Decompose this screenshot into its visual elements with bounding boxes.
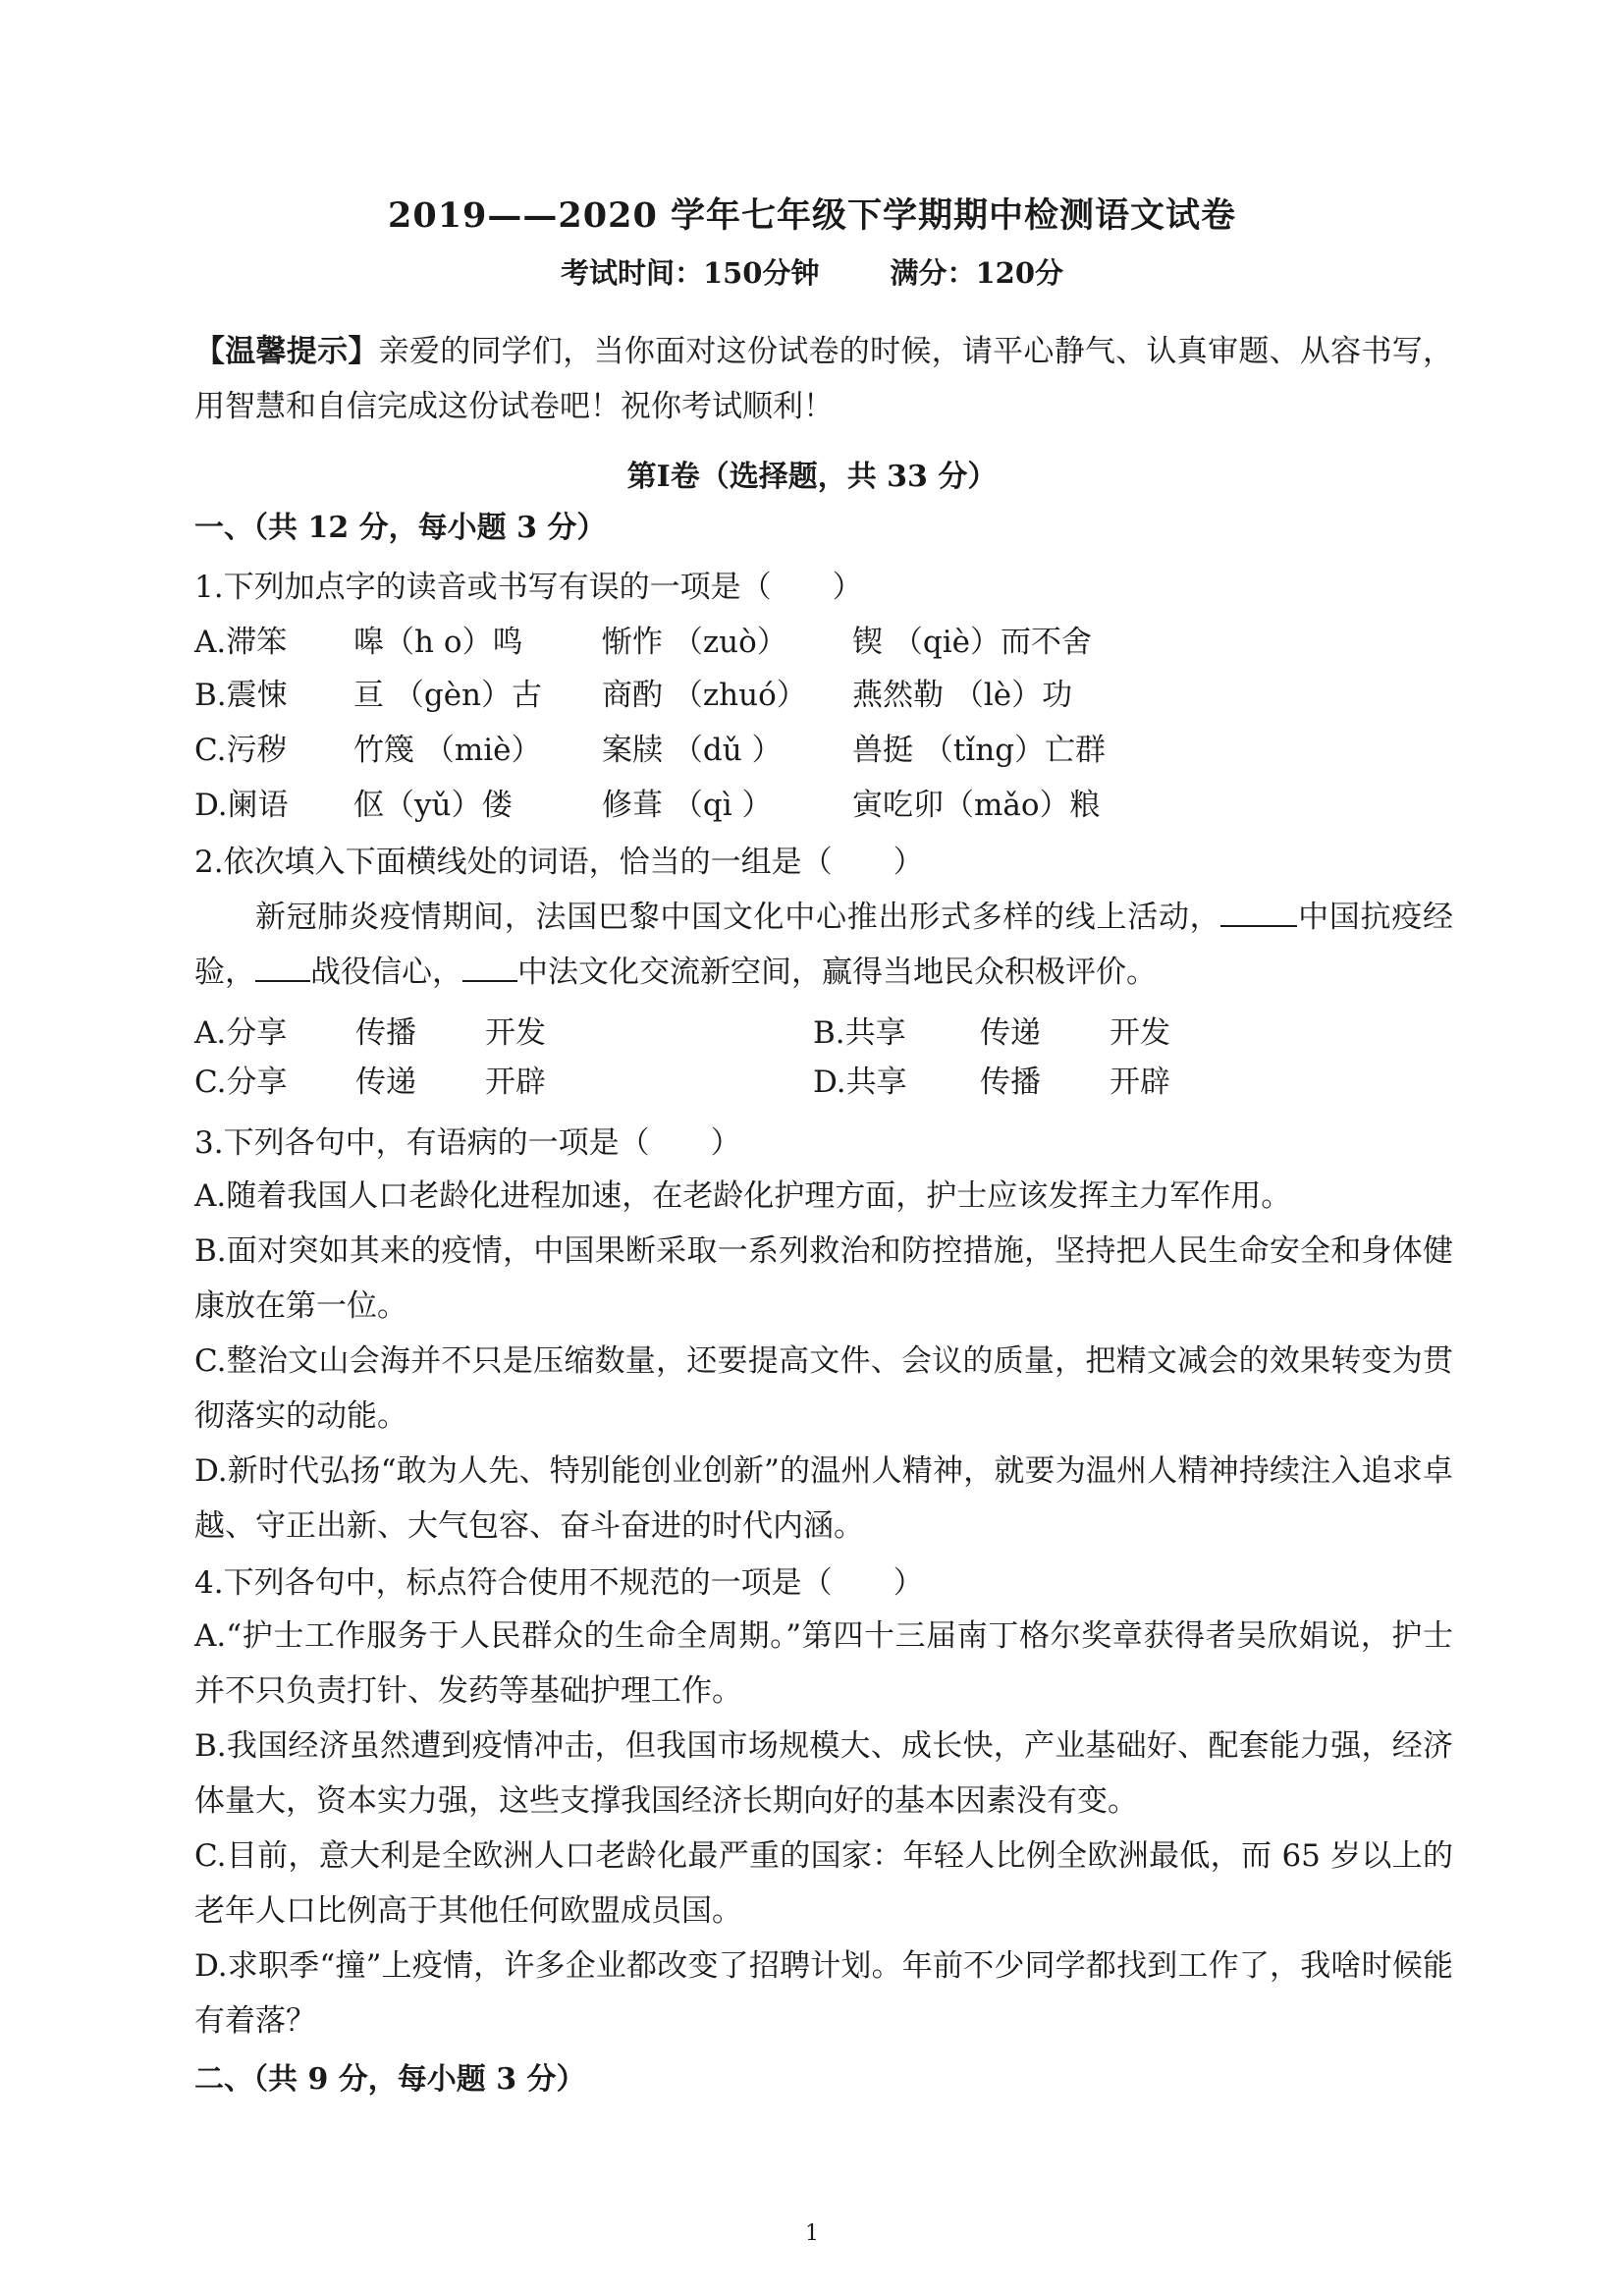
exam-score: 满分：120分 <box>890 256 1064 290</box>
q1-d-4: 寅吃卯（mǎo）粮 <box>852 788 1101 823</box>
q2-b-3: 开发 <box>1110 1015 1170 1051</box>
q1-c-3: 案牍 （dǔ ） <box>602 733 783 768</box>
q2-a-3: 开发 <box>485 1015 546 1051</box>
q2-d-2: 传播 <box>980 1065 1041 1100</box>
q2-a-1: A.分享 <box>194 1015 288 1051</box>
exam-title: 2019——2020 学年七年级下学期期中检测语文试卷 <box>387 195 1236 236</box>
q2-c-3: 开辟 <box>485 1065 546 1100</box>
q2-blank-3 <box>462 951 517 982</box>
q2-b-1: B.共享 <box>813 1015 906 1051</box>
q1-b-3: 商酌 （zhuó） <box>602 678 807 713</box>
exam-info <box>0 251 1624 292</box>
q2-d-3: 开辟 <box>1110 1065 1170 1100</box>
q1-d-3: 修葺 （qì ） <box>602 788 773 823</box>
q1-a-2: 嗥（h o）鸣 <box>353 625 523 660</box>
q2-c-2: 传递 <box>355 1065 416 1100</box>
q1-b-4: 燕然勒 （lè）功 <box>852 678 1073 713</box>
tip-paragraph <box>194 324 1453 434</box>
q2-text-4: 中法文化交流新空间，赢得当地民众积极评价。 <box>517 955 1157 990</box>
tip-text: 亲爱的同学们，当你面对这份试卷的时候，请平心静气、认真审题、从容书写，用智慧和自信完成这份试卷吧！祝你考试顺利！ <box>194 334 1454 424</box>
q4-option-b: B.我国经济虽然遭到疫情冲击，但我国市场规模大、成长快，产业基础好、配套能力强，经济体量大，资本实力强，这些支撑我国经济长期向好的基本因素没有变。 <box>194 1728 1453 1819</box>
q2-text-2: 中国抗疫经验， <box>194 900 1454 990</box>
q2-blank-2 <box>255 951 310 982</box>
q1-stem: 1.下列加点字的读音或书写有误的一项是（ ） <box>194 570 863 605</box>
q4-option-a: A.“护士工作服务于人民群众的生命全周期。”第四十三届南丁格尔奖章获得者吴欣娟说，护士并不只负责打针、发药等基础护理工作。 <box>194 1618 1453 1709</box>
q3-option-c: C.整治文山会海并不只是压缩数量，还要提高文件、会议的质量，把精文减会的效果转变为贯彻落实的动能。 <box>194 1343 1453 1434</box>
q1-c-2: 竹篾 （miè） <box>353 733 542 768</box>
q2-c-1: C.分享 <box>194 1065 288 1100</box>
q1-a-3: 惭怍 （zuò） <box>602 625 787 660</box>
q3-option-a: A.随着我国人口老龄化进程加速，在老龄化护理方面，护士应该发挥主力军作用。 <box>194 1178 1292 1214</box>
q1-b-1: B.震悚 <box>194 678 288 713</box>
tip-label: 【温馨提示】 <box>194 334 379 369</box>
q1-a-4: 锲 （qiè）而不舍 <box>852 625 1092 660</box>
q2-d-1: D.共享 <box>813 1065 907 1100</box>
q1-a-1: A.滞笨 <box>194 625 288 660</box>
q2-blank-1 <box>1220 896 1297 927</box>
q1-d-2: 伛（yǔ）偻 <box>353 788 513 823</box>
section-2-heading: 二、（共 9 分，每小题 3 分） <box>194 2062 586 2097</box>
q3-option-b: B.面对突如其来的疫情，中国果断采取一系列救治和防控措施，坚持把人民生命安全和身体健康放在第一位。 <box>194 1233 1453 1324</box>
q2-b-2: 传递 <box>980 1015 1041 1051</box>
q1-d-1: D.阑语 <box>194 788 289 823</box>
section-1-heading: 一、（共 12 分，每小题 3 分） <box>194 511 607 545</box>
exam-time: 考试时间：150分钟 <box>560 256 820 290</box>
q2-stem: 2.依次填入下面横线处的词语，恰当的一组是（ ） <box>194 845 924 880</box>
q2-text-1: 新冠肺炎疫情期间，法国巴黎中国文化中心推出形式多样的线上活动， <box>255 900 1221 935</box>
q2-a-2: 传播 <box>355 1015 416 1051</box>
q2-passage <box>194 890 1453 1000</box>
q1-c-1: C.污秽 <box>194 733 288 768</box>
part-title: 第Ⅰ卷（选择题，共 33 分） <box>626 460 998 494</box>
q1-b-2: 亘 （gèn）古 <box>353 678 543 713</box>
q1-c-4: 兽挺 （tǐng）亡群 <box>852 733 1107 768</box>
page-number: 1 <box>805 2221 819 2246</box>
q2-text-3: 战役信心， <box>310 955 462 990</box>
q4-option-d: D.求职季“撞”上疫情，许多企业都改变了招聘计划。年前不少同学都找到工作了，我啥时候能有着落？ <box>194 1948 1453 2039</box>
q4-option-c: C.目前，意大利是全欧洲人口老龄化最严重的国家：年轻人比例全欧洲最低，而 65 岁以上的老年人口比例高于其他任何欧盟成员国。 <box>194 1838 1453 1929</box>
q4-stem: 4.下列各句中，标点符合使用不规范的一项是（ ） <box>194 1565 924 1601</box>
q3-option-d: D.新时代弘扬“敢为人先、特别能创业创新”的温州人精神，就要为温州人精神持续注入追求卓越、守正出新、大气包容、奋斗奋进的时代内涵。 <box>194 1453 1453 1544</box>
q3-stem: 3.下列各句中，有语病的一项是（ ） <box>194 1125 741 1161</box>
